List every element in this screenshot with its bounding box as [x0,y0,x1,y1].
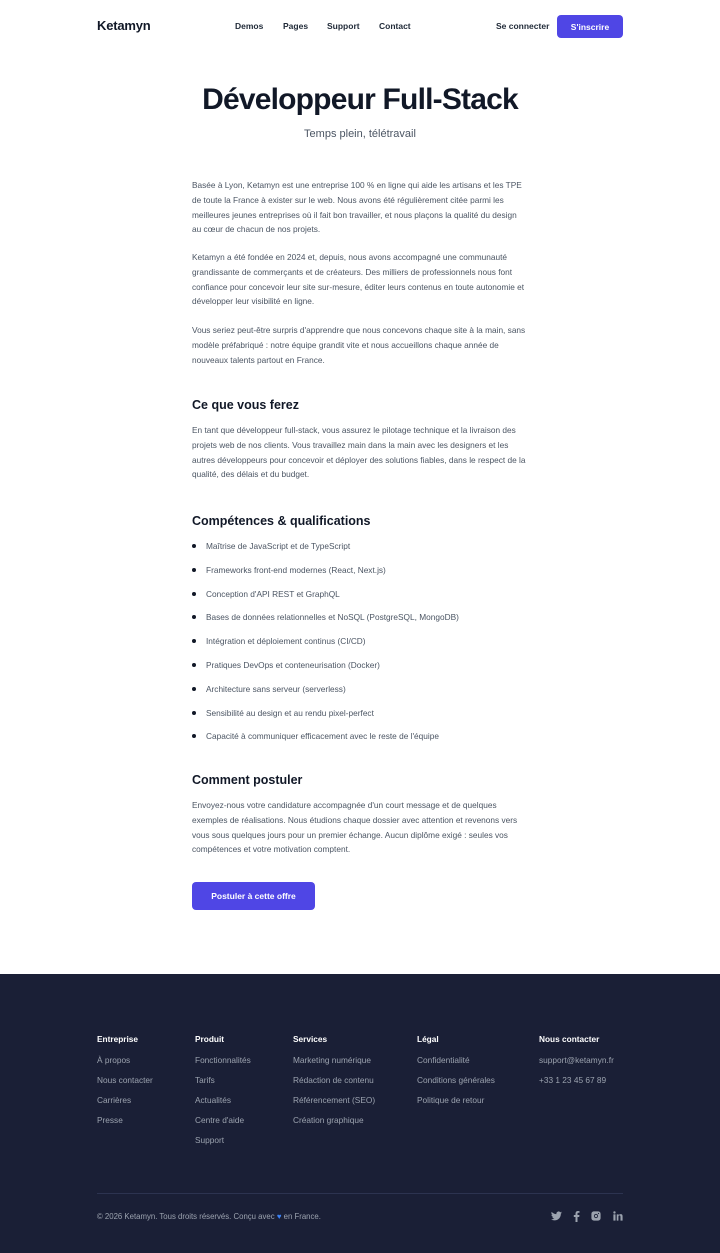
intro-paragraph: Basée à Lyon, Ketamyn est une entreprise 100 % en ligne qui aide les artisans et les TPE de toute la France à exister sur le web. Nous avons été régulièrement citée parmi les meilleures jeunes entreprises où il fait bon travailler, et nous plaçons la qualité du design au cœur de chacun de nos projets. [192,180,522,235]
list-item: Conception d'API REST et GraphQL [192,587,528,611]
nav-link-pages[interactable]: Pages [283,21,309,31]
bullet [192,663,196,667]
contact-email[interactable]: support@ketamyn.fr [539,1055,614,1065]
footer-link[interactable]: Presse [97,1115,123,1125]
footer-column-legal [417,1034,495,1115]
bullet [192,734,196,738]
signup-button[interactable]: S'inscrire [557,15,623,38]
footer-column-title: Produit [195,1034,225,1044]
twitter-icon[interactable] [550,1210,562,1222]
bullet [192,568,196,572]
linkedin-icon[interactable] [612,1210,624,1222]
footer-link[interactable]: À propos [97,1055,131,1065]
bullet [192,615,196,619]
page-title: Développeur Full-Stack [202,83,518,116]
intro-paragraph: Vous seriez peut-être surpris d'apprendre que nous concevons chaque site à la main, sans modèle préfabriqué : notre équipe grandit vite et nous accueillons chaque année de nouveaux talents partout en France. [192,325,526,365]
footer-link[interactable]: Rédaction de contenu [293,1075,374,1085]
site-footer [0,974,720,1253]
footer-column-title: Nous contacter [539,1034,600,1044]
footer-link[interactable]: Actualités [195,1095,231,1105]
footer-link[interactable]: Marketing numérique [293,1055,371,1065]
bullet [192,711,196,715]
footer-link[interactable]: Support [195,1135,225,1145]
logo[interactable]: Ketamyn [97,18,151,33]
footer-column-title: Légal [417,1034,439,1044]
page-subtitle: Temps plein, télétravail [304,128,416,140]
intro-paragraph: Ketamyn a été fondée en 2024 et, depuis, nous avons accompagné une communauté grandissante de commerçants et de créateurs. Des milliers de professionnels nous font confiance pour concevoir leur site sur-mesure, éditer leurs contenus en toute autonomie et développer leur visibilité en ligne. [192,252,525,307]
footer-column-produit [195,1034,251,1155]
footer-link[interactable]: Politique de retour [417,1095,485,1105]
bullet [192,544,196,548]
footer-column-title: Entreprise [97,1034,139,1044]
list-item: Frameworks front-end modernes (React, Next.js) [192,563,528,587]
login-link[interactable]: Se connecter [496,21,550,31]
nav-link-support[interactable]: Support [327,21,360,31]
instagram-icon[interactable] [590,1210,602,1222]
copyright: © 2026 Ketamyn. Tous droits réservés. Conçu avec ♥ en France. [97,1212,321,1221]
section-heading-apply: Comment postuler [192,773,303,787]
list-item: Pratiques DevOps et conteneurisation (Docker) [192,658,528,682]
section-heading-role: Ce que vous ferez [192,398,299,412]
footer-link[interactable]: Nous contacter [97,1075,153,1085]
list-item: Maîtrise de JavaScript et de TypeScript [192,539,528,563]
footer-link[interactable]: Fonctionnalités [195,1055,251,1065]
list-item: Capacité à communiquer efficacement avec le reste de l'équipe [192,729,528,753]
apply-description: Envoyez-nous votre candidature accompagnée d'un court message et de quelques exemples de réalisations. Nous étudions chaque dossier avec attention et revenons vers vous sous quelques jours pour un premier échange. Aucun diplôme exigé : seules vos compétences et votre motivation comptent. [192,800,518,855]
footer-link[interactable]: Confidentialité [417,1055,470,1065]
footer-link[interactable]: Création graphique [293,1115,364,1125]
nav-link-contact[interactable]: Contact [379,21,411,31]
list-item: Intégration et déploiement continus (CI/CD) [192,634,528,658]
nav-link-demos[interactable]: Demos [235,21,264,31]
bullet [192,687,196,691]
site-header [0,0,720,54]
footer-column-title: Services [293,1034,328,1044]
list-item: Sensibilité au design et au rendu pixel-perfect [192,706,528,730]
footer-link[interactable]: Carrières [97,1095,132,1105]
footer-link[interactable]: Tarifs [195,1075,215,1085]
list-item: Architecture sans serveur (serverless) [192,682,528,706]
footer-column-contact [539,1034,614,1095]
section-heading-skills: Compétences & qualifications [192,514,371,528]
facebook-icon[interactable] [570,1210,582,1222]
list-item: Bases de données relationnelles et NoSQL (PostgreSQL, MongoDB) [192,610,528,634]
bullet [192,639,196,643]
footer-column-services [293,1034,375,1135]
role-description: En tant que développeur full-stack, vous assurez le pilotage technique et la livraison des projets web de nos clients. Vous travaillez main dans la main avec les designers et les autres développeurs pour concevoir et déployer des solutions fiables, dans le respect de la qualité, des délais et du budget. [192,425,526,480]
footer-link[interactable]: Centre d'aide [195,1115,245,1125]
footer-link[interactable]: Référencement (SEO) [293,1095,376,1105]
footer-column-entreprise [97,1034,153,1135]
footer-divider [97,1193,623,1194]
skills-list [192,539,528,753]
bullet [192,592,196,596]
contact-phone[interactable]: +33 1 23 45 67 89 [539,1075,607,1085]
heart-icon: ♥ [276,1212,282,1221]
apply-button[interactable]: Postuler à cette offre [192,882,315,910]
footer-link[interactable]: Conditions générales [417,1075,495,1085]
